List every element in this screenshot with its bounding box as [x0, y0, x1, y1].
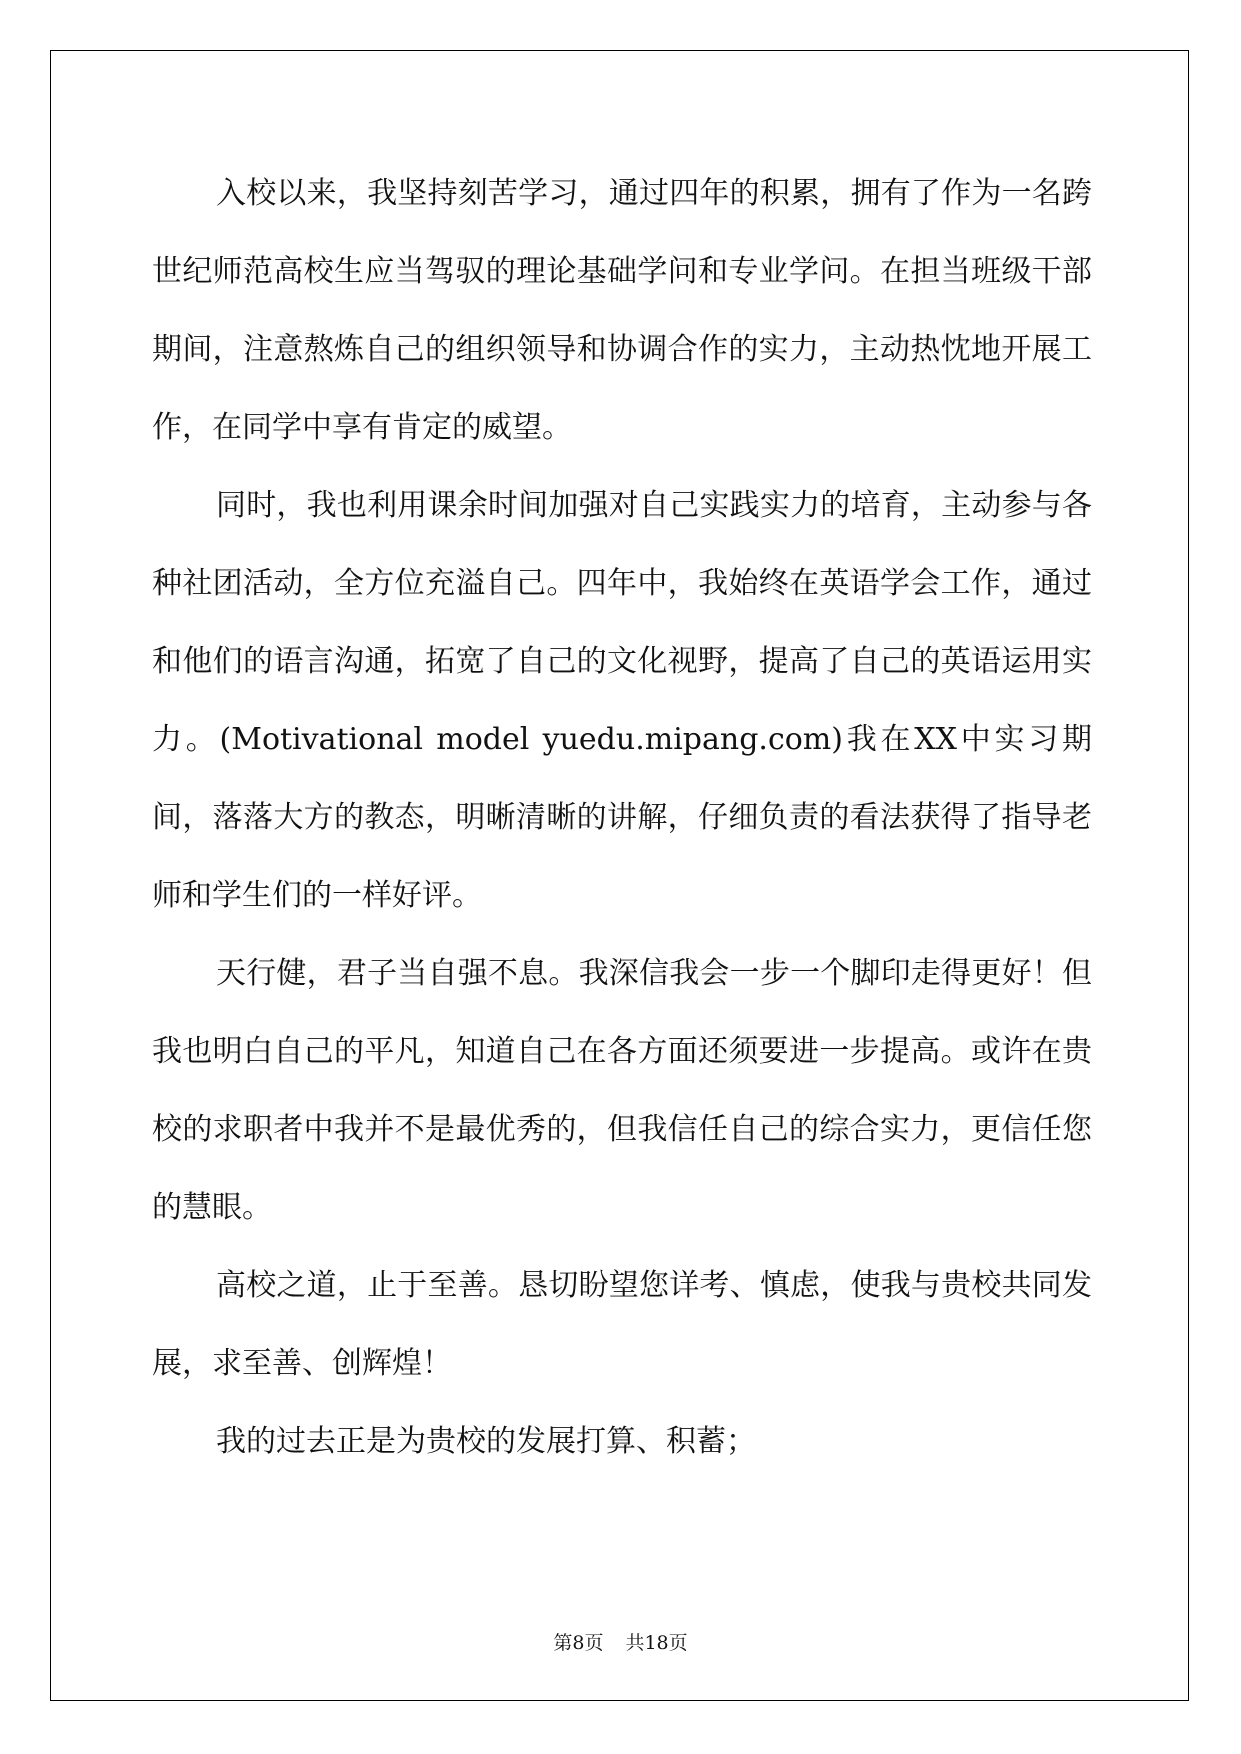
document-body — [152, 155, 1092, 1481]
paragraph-2: 同时，我也利用课余时间加强对自己实践实力的培育，主动参与各种社团活动，全方位充溢自己。四年中，我始终在英语学会工作，通过和他们的语言沟通，拓宽了自己的文化视野，提高了自己的英语运用实力。(Motivational model yuedu.mipang.com)我在XX中实习期间，落落大方的教态，明晰清晰的讲解，仔细负责的看法获得了指导老师和学生们的一样好评。 — [152, 488, 1092, 913]
paragraph-4: 高校之道，止于至善。恳切盼望您详考、慎虑，使我与贵校共同发展，求至善、创辉煌！ — [152, 1268, 1092, 1381]
page-total: 共18页 — [625, 1632, 688, 1654]
page-footer — [0, 1628, 1241, 1655]
paragraph-5: 我的过去正是为贵校的发展打算、积蓄； — [216, 1424, 756, 1459]
page-number: 第8页 — [553, 1632, 604, 1654]
paragraph-3: 天行健，君子当自强不息。我深信我会一步一个脚印走得更好！但我也明白自己的平凡，知道自己在各方面还须要进一步提高。或许在贵校的求职者中我并不是最优秀的，但我信任自己的综合实力，更信任您的慧眼。 — [152, 956, 1092, 1225]
paragraph-1: 入校以来，我坚持刻苦学习，通过四年的积累，拥有了作为一名跨世纪师范高校生应当驾驭的理论基础学问和专业学问。在担当班级干部期间，注意熬炼自己的组织领导和协调合作的实力，主动热忱地开展工作，在同学中享有肯定的威望。 — [152, 176, 1092, 445]
